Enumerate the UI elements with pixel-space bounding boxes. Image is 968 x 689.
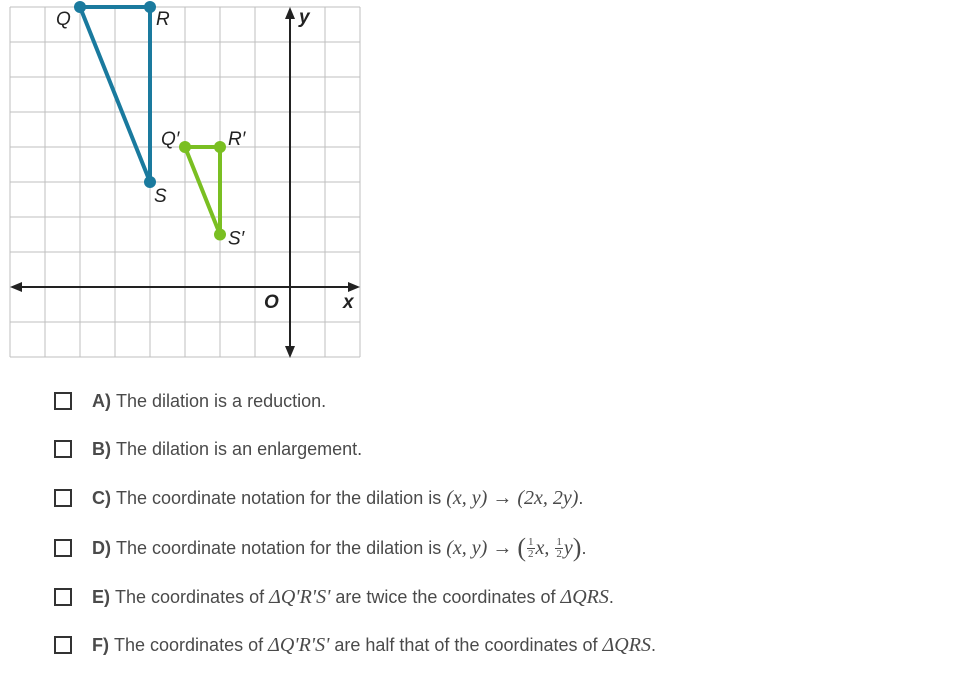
option-e-triangle-image: ΔQ'R'S'	[269, 585, 331, 608]
checkbox-f[interactable]	[54, 636, 72, 654]
checkbox-a[interactable]	[54, 392, 72, 410]
triangle-q-prime-r-prime-s-prime	[179, 141, 226, 241]
checkbox-c[interactable]	[54, 489, 72, 507]
option-c-letter: C)	[92, 487, 111, 508]
option-b-letter: B)	[92, 438, 111, 459]
option-a[interactable]	[54, 387, 326, 415]
triangle-outline	[185, 147, 220, 235]
option-c-math-left: (x, y)	[446, 486, 488, 509]
vertex-point	[179, 141, 191, 153]
vertex-point	[144, 1, 156, 13]
point-label: S	[154, 186, 167, 207]
checkbox-d[interactable]	[54, 539, 72, 557]
x-axis-label: x	[343, 292, 354, 313]
option-f-text-a: The coordinates of	[114, 634, 264, 655]
option-e-period: .	[608, 586, 614, 607]
option-e-triangle-original: ΔQRS	[560, 585, 609, 608]
option-c-text: The coordinate notation for the dilation is	[116, 487, 442, 508]
option-f[interactable]	[54, 631, 656, 659]
point-label: S′	[228, 228, 245, 250]
option-f-letter: F)	[92, 634, 109, 655]
y-axis-label: y	[299, 7, 310, 28]
option-b-text: The dilation is an enlargement.	[116, 438, 363, 459]
checkbox-b[interactable]	[54, 440, 72, 458]
option-c-arrow: →	[492, 486, 513, 509]
vertex-point	[214, 141, 226, 153]
point-label: Q′	[161, 129, 180, 150]
option-e-letter: E)	[92, 586, 110, 607]
option-d-fraction-1: $\frac{1}{2}$	[528, 535, 534, 560]
grid-lines	[10, 7, 360, 357]
point-label: R	[156, 9, 170, 30]
option-f-period: .	[650, 634, 656, 655]
vertex-point	[74, 1, 86, 13]
option-d-arrow: →	[492, 536, 513, 559]
point-label: Q	[56, 9, 71, 30]
option-c[interactable]	[54, 484, 583, 512]
option-d-period: .	[581, 537, 587, 558]
option-e-text-b: are twice the coordinates of	[335, 586, 556, 607]
option-a-text: The dilation is a reduction.	[116, 390, 327, 411]
vertex-point	[214, 229, 226, 241]
option-d-open-paren: (	[517, 533, 527, 562]
option-c-period: .	[578, 487, 584, 508]
coordinate-grid-figure	[0, 0, 370, 370]
checkbox-e[interactable]	[54, 588, 72, 606]
option-e-text-a: The coordinates of	[115, 586, 265, 607]
option-a-letter: A)	[92, 390, 111, 411]
option-e[interactable]	[54, 583, 614, 611]
option-d-text: The coordinate notation for the dilation is	[116, 537, 442, 558]
option-f-text-b: are half that of the coordinates of	[334, 634, 598, 655]
option-f-triangle-original: ΔQRS	[602, 633, 651, 656]
option-c-math-right: (2x, 2y)	[517, 486, 579, 509]
option-d-close-paren: )	[572, 533, 582, 562]
origin-label: O	[264, 292, 279, 313]
option-d-math-left: (x, y)	[446, 536, 488, 559]
option-b[interactable]	[54, 435, 362, 463]
option-d-var-x: x	[535, 536, 545, 559]
option-d-fraction-2: $\frac{1}{2}$	[556, 535, 562, 560]
point-label: R′	[228, 129, 246, 150]
option-d[interactable]: D) The coordinate notation for the dilation is (x, y) → ( $\frac{1}{2}$ x , $\frac{1}{2}$ y ) .	[54, 534, 586, 562]
option-f-triangle-image: ΔQ'R'S'	[268, 633, 330, 656]
option-d-var-y: y	[563, 536, 573, 559]
option-d-letter: D)	[92, 537, 111, 558]
